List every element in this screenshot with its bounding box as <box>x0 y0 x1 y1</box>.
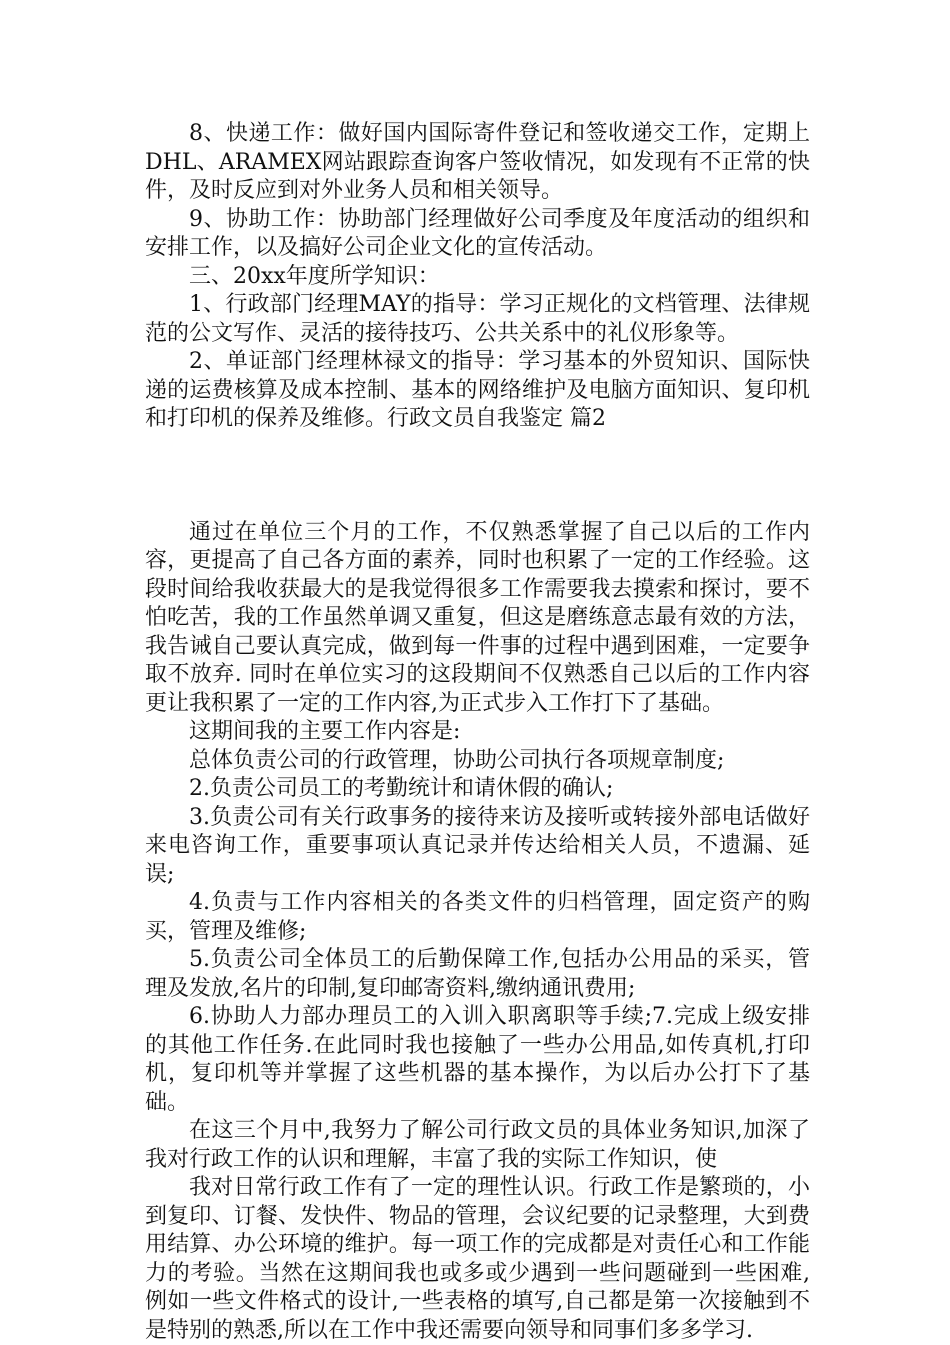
paragraph-main-work-lead: 这期间我的主要工作内容是: <box>189 719 461 744</box>
list-item-overall-responsibility: 总体负责公司的行政管理，协助公司执行各项规章制度; <box>189 747 725 773</box>
paragraph-three-months-learning: 在这三个月中,我努力了解公司行政文员的具体业务知识,加深了我对行政工作的认识和理解，丰富了我的实际工作知识，使 <box>145 1118 810 1172</box>
list-item-reception: 3.负责公司有关行政事务的接待来访及接听或转接外部电话做好来电咨询工作，重要事项认真记录并传达给相关人员，不遗漏、延误; <box>145 804 810 887</box>
document-page <box>145 120 810 1345</box>
paragraph-intro-three-months: 通过在单位三个月的工作，不仅熟悉掌握了自己以后的工作内容，更提高了自己各方面的素养，同时也积累了一定的工作经验。这段时间给我收获最大的是我觉得很多工作需要我去摸索和探讨，要不怕吃苦，我的工作虽然单调又重复，但这是磨练意志最有效的方法，我告诫自己要认真完成，做到每一件事的过程中遇到困难，一定要争取不放弃. 同时在单位实习的这段期间不仅熟悉自己以后的工作内容更让我积累了一定的工作内容,为正式步入工作打下了基础。 <box>145 519 810 716</box>
list-item-hr-assist: 6.协助人力部办理员工的入训入职离职等手续;7.完成上级安排的其他工作任务.在此同时我也接触了一些办公用品,如传真机,打印机，复印机等并掌握了这些机器的基本操作，为以后办公打下了基础。 <box>145 1004 810 1115</box>
paragraph-docs-manager-guidance: 2、单证部门经理林禄文的指导：学习基本的外贸知识、国际快递的运费核算及成本控制、基本的网络维护及电脑方面知识、复印机和打印机的保养及维修。行政文员自我鉴定 篇2 <box>145 349 810 431</box>
section-heading-knowledge: 三、20xx年度所学知识： <box>189 263 440 289</box>
list-item-archive: 4.负责与工作内容相关的各类文件的归档管理，固定资产的购买，管理及维修; <box>145 890 810 944</box>
list-item-attendance: 2.负责公司员工的考勤统计和请休假的确认; <box>189 776 614 801</box>
list-item-logistics: 5.负责公司全体员工的后勤保障工作,包括办公用品的采买，管理及发放,名片的印制,复印邮寄资料,缴纳通讯费用; <box>145 947 810 1001</box>
paragraph-admin-manager-guidance: 1、行政部门经理MAY的指导：学习正规化的文档管理、法律规范的公文写作、灵活的接待技巧、公共关系中的礼仪形象等。 <box>145 292 810 346</box>
paragraph-assist-work: 9、协助工作：协助部门经理做好公司季度及年度活动的组织和安排工作，以及搞好公司企业文化的宣传活动。 <box>145 206 810 260</box>
section-spacer <box>145 434 810 519</box>
paragraph-express-work: 8、快递工作：做好国内国际寄件登记和签收递交工作，定期上DHL、ARAMEX网站跟踪查询客户签收情况，如发现有不正常的快件，及时反应到对外业务人员和相关领导。 <box>145 121 810 203</box>
paragraph-rational-understanding: 我对日常行政工作有了一定的理性认识。行政工作是繁琐的，小到复印、订餐、发快件、物品的管理，会议纪要的记录整理，大到费用结算、办公环境的维护。每一项工作的完成都是对责任心和工作能力的考验。当然在这期间我也或多或少遇到一些问题碰到一些困难,例如一些文件格式的设计,一些表格的填写,自己都是第一次接触到不是特别的熟悉,所以在工作中我还需要向领导和同事们多多学习. <box>145 1175 810 1343</box>
